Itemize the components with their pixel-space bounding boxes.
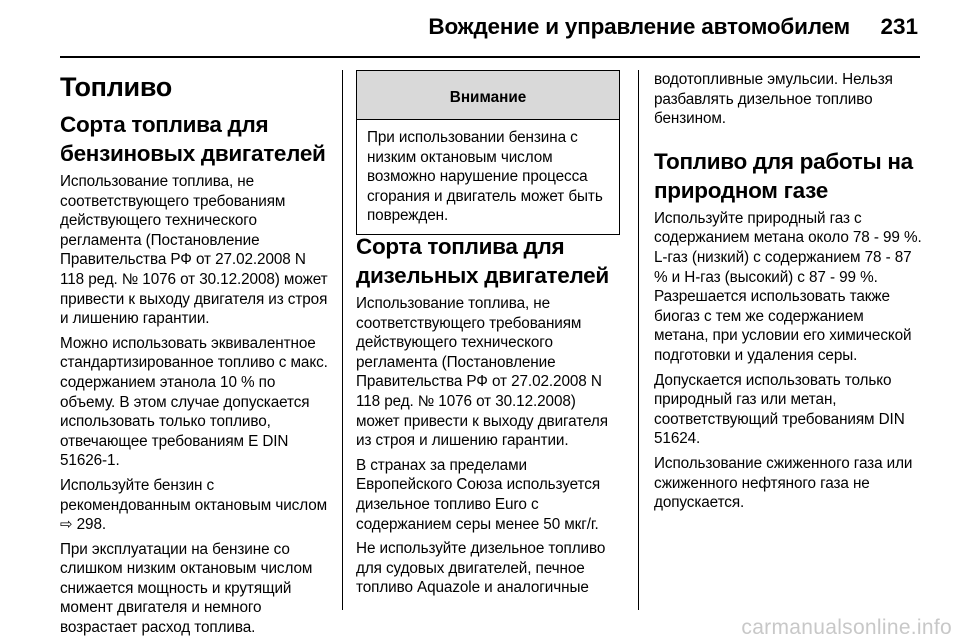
warning-box (356, 70, 620, 235)
paragraph: При эксплуатации на бензине со слишком низким октановым числом снижается мощность и крутящий момент двигателя и немного возрастает расход топлива. (60, 540, 313, 637)
column-divider-1 (342, 70, 343, 610)
paragraph: Использование топлива, не соответствующего требованиям действующего технического регламента (Постановление Правительства РФ от 27.02.2008 N 118 ред. № 1076 от 30.12.2008) может привести к выходу двигателя из строя и лишению гарантии. (356, 295, 608, 450)
paragraph: Не используйте дизельное топливо для судовых двигателей, печное топливо Aquazole и аналогичные (356, 540, 606, 597)
column-2 (356, 232, 622, 603)
chapter-title: Вождение и управление автомобилем (428, 14, 850, 39)
paragraph: Использование сжиженного газа или сжиженного нефтяного газа не допускается. (654, 454, 913, 512)
warning-text: При использовании бензина с низким октановым числом возможно нарушение процесса сгорания и двигатель может быть поврежден. (367, 129, 603, 225)
page-reference-icon: ⇨ (60, 516, 73, 534)
column-divider-2 (638, 70, 639, 610)
subsection-title-petrol: Сорта топлива для бензиновых двигателей (60, 112, 326, 166)
paragraph (60, 476, 330, 535)
page-number: 231 (880, 14, 918, 39)
header-rule (60, 56, 920, 58)
watermark: carmanualsonline.info (741, 616, 952, 639)
paragraph: Использование топлива, не соответствующего требованиям действующего технического регламента (Постановление Правительства РФ от 27.02.2008 N 118 ред. № 1076 от 30.12.2008) может привести к выходу двигателя из строя и лишению гарантии. (60, 173, 328, 328)
paragraph: Можно использовать эквивалентное стандартизированное топливо с макс. содержанием этанола 10 % по объему. В этом случае допускается использовать только топливо, отвечающее требованиям E DIN 51626-1. (60, 334, 328, 470)
warning-title: Внимание (357, 71, 619, 120)
column-3 (654, 70, 922, 518)
warning-body (357, 120, 619, 234)
paragraph: В странах за пределами Европейского Союза используется дизельное топливо Euro с содержанием серы менее 50 мкг/г. (356, 456, 601, 533)
paragraph: Допускается использовать только природный газ или метан, соответствующий требованиям DIN 51624. (654, 371, 905, 448)
paragraph-text: Используйте бензин с рекомендованным октановым числом (60, 476, 328, 514)
paragraph: Используйте природный газ с содержанием метана около 78 - 99 %. L-газ (низкий) с содержанием 78 - 87 % и H-газ (высокий) с 87 - 99 %. Разрешается использовать также биогаз с тем же содержанием метана, при условии его химической подготовки и удаления серы. (654, 209, 922, 364)
column-1 (60, 70, 330, 643)
subsection-title-diesel: Сорта топлива для дизельных двигателей (356, 234, 609, 288)
subsection-title-gas: Топливо для работы на природном газе (654, 148, 913, 203)
section-title: Топливо (60, 72, 172, 102)
page-header (0, 0, 960, 50)
paragraph: водотопливные эмульсии. Нельзя разбавлять дизельное топливо бензином. (654, 71, 893, 128)
page-reference[interactable]: 298. (76, 516, 106, 534)
